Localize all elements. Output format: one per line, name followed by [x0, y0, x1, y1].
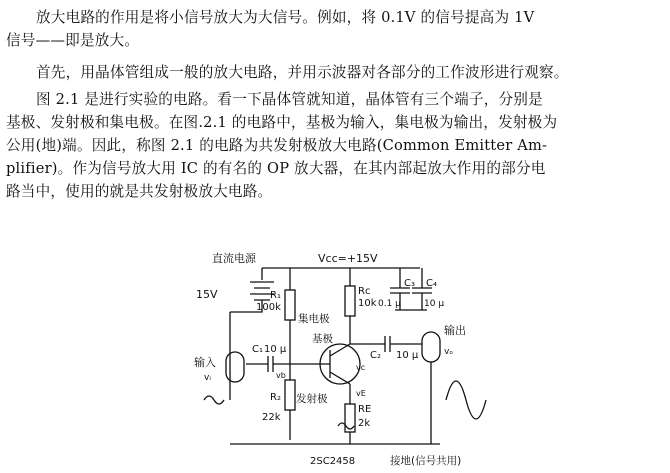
- c1-value: 10 μ: [264, 344, 287, 355]
- c4-label: C₄: [426, 278, 437, 289]
- rc-label: Rc: [358, 286, 371, 297]
- r1-value: 100k: [256, 302, 281, 313]
- collector-label: 集电极: [298, 313, 330, 325]
- battery-label: 15V: [196, 288, 218, 301]
- rc-value: 10k: [358, 298, 377, 309]
- re-value: 2k: [358, 418, 371, 429]
- text-line: 放大电路的作用是将小信号放大为大信号。例如，将 0.1V 的信号提高为 1V: [36, 9, 535, 26]
- r2-value: 22k: [262, 412, 281, 423]
- paragraph-2: [6, 61, 664, 84]
- c4-value: 10 μ: [424, 299, 445, 309]
- vb-label: vb: [276, 371, 286, 380]
- text-line: 信号——即是放大。: [6, 32, 140, 49]
- vcc-label: Vcc=+15V: [318, 252, 378, 265]
- dc-supply-label: 直流电源: [212, 252, 256, 265]
- vo-label: vₒ: [444, 347, 454, 357]
- circuit-figure: [190, 240, 660, 470]
- c3-value: 0.1 μ: [378, 299, 401, 309]
- text-line: 公用(地)端。因此，称图 2.1 的电路为共发射极放大电路(Common Emitter Am-: [6, 137, 548, 154]
- r2-label: R₂: [270, 392, 281, 403]
- transistor-label: 2SC2458: [310, 456, 356, 467]
- paragraph-1: [6, 6, 664, 52]
- output-label: 输出: [444, 324, 466, 337]
- text-line: 图 2.1 是进行实验的电路。看一下晶体管就知道，晶体管有三个端子，分别是: [36, 91, 543, 108]
- c2-label: C₂: [370, 350, 381, 361]
- input-label: 输入: [194, 356, 216, 369]
- vc-label: vc: [356, 363, 366, 372]
- ground-label: 接地(信号共用): [390, 455, 462, 467]
- re-label: RE: [358, 404, 372, 415]
- text-line: plifier)。作为信号放大用 IC 的有名的 OP 放大器，在其内部起放大作用的部分电: [6, 160, 546, 177]
- paragraph-3: [6, 88, 664, 203]
- base-label: 基极: [312, 333, 333, 345]
- text-line: 首先，用晶体管组成一般的放大电路，并用示波器对各部分的工作波形进行观察。: [36, 64, 569, 81]
- vi-label: vᵢ: [204, 373, 211, 383]
- c2-value: 10 μ: [396, 350, 419, 361]
- emitter-label: 发射极: [296, 393, 328, 405]
- ve-label: vE: [356, 389, 366, 398]
- c3-label: C₃: [404, 278, 415, 289]
- r1-label: R₁: [270, 290, 281, 301]
- text-line: 路当中，使用的就是共发射极放大电路。: [6, 183, 273, 200]
- text-line: 基极、发射极和集电极。在图.2.1 的电路中，基极为输入，集电极为输出，发射极为: [6, 114, 558, 131]
- c1-label: C₁: [252, 344, 263, 355]
